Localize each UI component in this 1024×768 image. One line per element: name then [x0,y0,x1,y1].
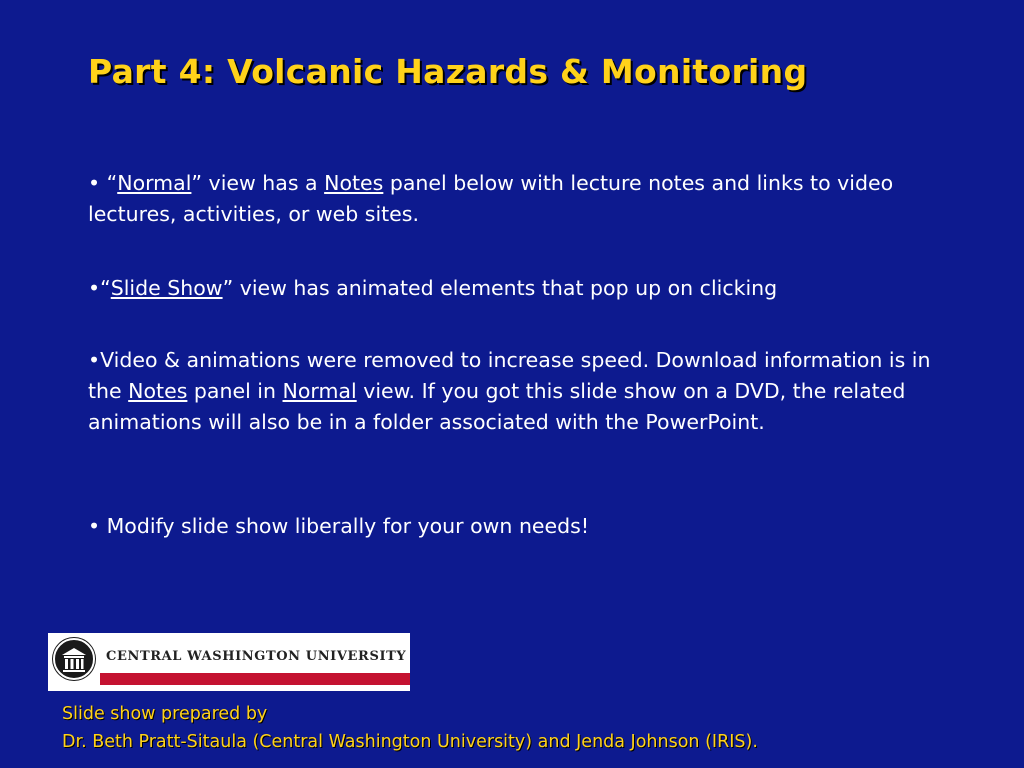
normal-link[interactable]: Normal [117,171,192,195]
bullet-text: • “ [88,171,118,195]
bullet-text: view. If you got this slide show on a DVD, the related animations will also be in a folder associated with the PowerPoint. [88,379,906,434]
cwu-logo [48,633,410,691]
bullet-text: •Video & animations were removed to increase speed. Download information is in the [88,348,931,403]
bullet-text: panel in [187,379,283,403]
logo-red-bar [100,673,410,685]
bullet-text: •“ [88,276,111,300]
logo-wordmark: CENTRAL WASHINGTON UNIVERSITY [106,649,407,664]
normal-link[interactable]: Normal [282,379,357,403]
bullet-slide-show [88,273,968,304]
notes-link[interactable]: Notes [128,379,188,403]
bullet-text: panel below with lecture notes and links to video lectures, activities, or web sites. [88,171,894,226]
bullet-normal-view [88,168,968,230]
credits-line-1: Slide show prepared by [62,704,268,724]
university-seal-icon [52,637,96,681]
bullet-video-animations [88,345,968,438]
bullet-text: ” view has a [191,171,325,195]
credits-footer [62,700,758,756]
slide-show-link[interactable]: Slide Show [110,276,223,300]
bullet-text: ” view has animated elements that pop up on clicking [222,276,778,300]
bullet-modify: • Modify slide show liberally for your own needs! [88,514,590,538]
credits-line-2: Dr. Beth Pratt-Sitaula (Central Washington University) and Jenda Johnson (IRIS). [62,732,758,752]
notes-link[interactable]: Notes [324,171,384,195]
slide-title: Part 4: Volcanic Hazards & Monitoring [88,52,808,91]
